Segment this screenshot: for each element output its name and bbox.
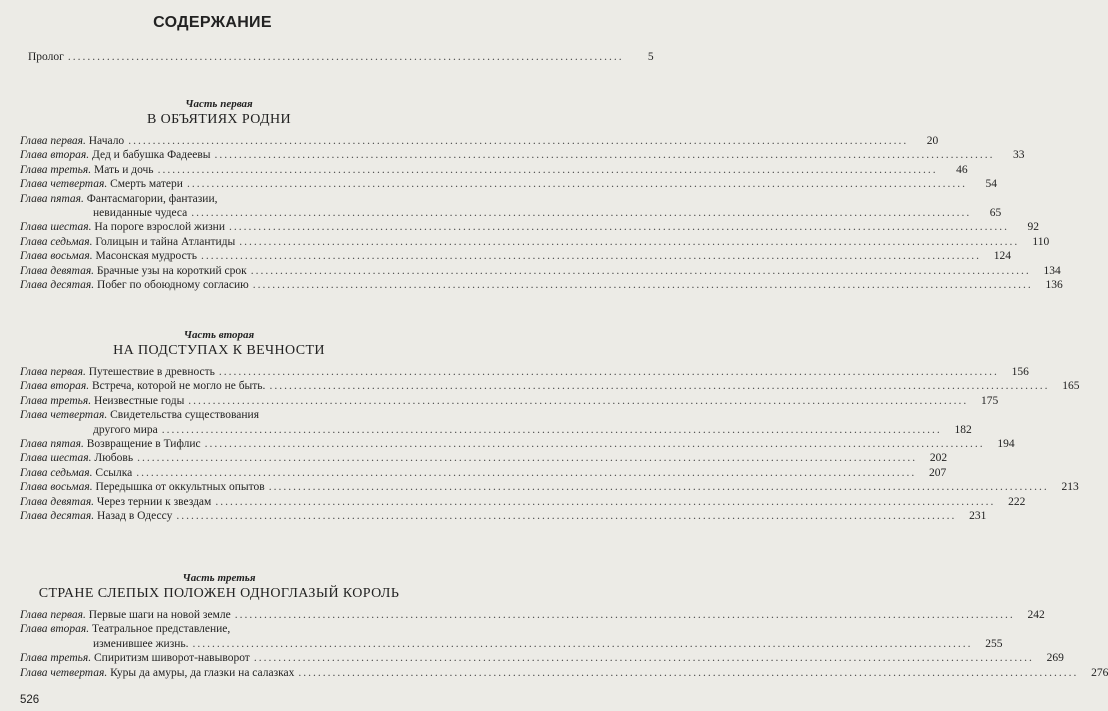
chapter-heading (20, 220, 225, 234)
toc-row (20, 480, 1079, 494)
toc-row (20, 495, 1026, 509)
chapter-number: Глава первая. (20, 609, 86, 621)
leader-dots: ................................................................................................................................................................ (218, 366, 999, 378)
chapter-number: Глава третья. (20, 163, 92, 176)
chapter-heading (20, 249, 197, 263)
part-title: СТРАНЕ СЛЕПЫХ ПОЛОЖЕН ОДНОГЛАЗЫЙ КОРОЛЬ (38, 586, 400, 601)
chapter-heading (20, 163, 154, 177)
chapter-number: Глава десятая. (20, 279, 95, 292)
chapter-heading (20, 451, 133, 465)
page-number: 156 (1011, 366, 1029, 378)
chapter-title: Смерть матери (110, 178, 183, 191)
chapter-number: Глава девятая. (20, 264, 95, 277)
page-number: 136 (1045, 279, 1063, 292)
chapter-title: Передышка от оккультных опытов (95, 481, 265, 494)
page-number: 110 (1032, 235, 1050, 248)
chapter-number: Глава девятая. (20, 495, 95, 508)
page-number: 182 (954, 423, 972, 436)
part-section (20, 328, 1080, 523)
leader-dots: ................................................................................................................................................................ (161, 423, 942, 436)
chapter-heading (20, 466, 132, 480)
chapter-number: Глава шестая. (20, 452, 92, 465)
page-number: 194 (997, 438, 1015, 451)
chapter-title: Брачные узы на короткий срок (96, 264, 247, 277)
part-section (20, 571, 1108, 680)
chapter-heading (20, 134, 124, 148)
chapter-number: Глава четвертая. (20, 666, 108, 679)
page-number: 255 (985, 637, 1003, 650)
chapter-title: Масонская мудрость (95, 250, 197, 263)
page-number: 213 (1061, 481, 1079, 494)
toc-row (20, 622, 418, 636)
chapter-number: Глава восьмая. (20, 481, 93, 494)
chapter-heading (20, 437, 201, 451)
toc-row (20, 177, 997, 191)
chapter-heading (20, 480, 265, 494)
toc-row-continuation (20, 637, 1003, 651)
chapter-number: Глава первая. (20, 135, 86, 147)
part-title: В ОБЪЯТИЯХ РОДНИ (147, 112, 291, 127)
chapter-heading (20, 394, 184, 408)
page-number: 65 (989, 207, 1002, 220)
chapter-title: Первые шаги на новой земле (88, 609, 231, 621)
toc-row (20, 509, 987, 523)
chapter-heading (20, 235, 235, 249)
chapter-number: Глава десятая. (20, 510, 95, 523)
toc-row (20, 437, 1015, 451)
leader-dots: ................................................................................................................................................................ (269, 380, 1050, 393)
toc-row (20, 651, 1064, 665)
toc-row (20, 264, 1061, 278)
page-number: 276 (1091, 666, 1108, 679)
chapter-title: Спиритизм шиворот-навыворот (94, 652, 250, 665)
chapter-heading (20, 177, 183, 191)
chapter-title-continuation: невиданные чудеса (93, 207, 188, 220)
chapter-title: Неизвестные годы (94, 394, 185, 407)
toc-row-continuation (20, 206, 1002, 220)
part-title: НА ПОДСТУПАХ К ВЕЧНОСТИ (113, 343, 325, 358)
chapter-heading (20, 651, 250, 665)
toc-row (20, 220, 1039, 234)
page-number: 202 (929, 452, 948, 465)
chapter-number: Глава вторая. (20, 623, 90, 636)
page-number: 165 (1062, 380, 1080, 393)
chapter-title: Любовь (94, 452, 134, 465)
chapter-number: Глава восьмая. (20, 250, 93, 263)
page-number: 54 (985, 178, 997, 191)
toc-row (20, 466, 947, 480)
chapter-number: Глава седьмая. (20, 466, 93, 479)
chapter-number: Глава первая. (20, 366, 86, 378)
toc-row (20, 394, 999, 408)
page-title: СОДЕРЖАНИЕ (153, 14, 272, 31)
leader-dots: ................................................................................................................................................................ (176, 510, 957, 523)
chapter-number: Глава третья. (20, 394, 92, 407)
chapter-heading (20, 509, 172, 523)
chapter-title: Начало (88, 135, 125, 147)
toc-row (20, 235, 1050, 249)
chapter-title: Куры да амуры, да глазки на салазках (110, 666, 295, 679)
leader-dots: ................................................................................................................................................................ (252, 279, 1033, 292)
part-label: Часть первая (185, 98, 253, 110)
part-label: Часть третья (182, 572, 256, 584)
toc-row (20, 451, 948, 465)
chapter-number: Глава седьмая. (20, 235, 93, 248)
chapter-number: Глава четвертая. (20, 178, 108, 191)
chapter-heading (20, 495, 211, 509)
page-number: 5 (647, 51, 654, 63)
leader-dots: ................................................................................................................................................................ (128, 135, 909, 147)
toc-row (20, 365, 1029, 379)
chapter-title: Фантасмагории, фантазии, (86, 192, 218, 205)
chapter-number: Глава пятая. (20, 438, 84, 451)
leader-dots: ................................................................................................................................................................ (239, 235, 1020, 248)
chapter-number: Глава третья. (20, 652, 92, 665)
prolog-entry (28, 50, 654, 64)
chapter-title: Ссылка (95, 466, 133, 479)
chapter-number: Глава четвертая. (20, 409, 108, 422)
toc-row (20, 379, 1080, 393)
leader-dots: ................................................................................................................................................................ (157, 163, 938, 176)
page-number: 134 (1043, 264, 1061, 277)
page-number: 175 (981, 394, 999, 407)
chapter-heading (20, 666, 294, 680)
leader-dots: ................................................................................................................................................................ (268, 481, 1049, 494)
leader-dots: ................................................................................................................................................................ (298, 666, 1079, 679)
page-number: 231 (969, 510, 987, 523)
prolog-label: Пролог (28, 51, 64, 63)
chapter-title-continuation: изменившее жизнь. (93, 637, 189, 650)
chapter-heading (20, 365, 215, 379)
page-number: 20 (926, 135, 939, 147)
chapter-title: Встреча, которой не могло не быть. (92, 380, 266, 393)
page-number: 207 (929, 466, 947, 479)
chapter-heading (20, 148, 210, 162)
leader-dots: ................................................................................................................................................................ (188, 394, 969, 407)
chapter-title: Театральное представление, (92, 623, 231, 636)
chapter-title: Дед и бабушка Фадеевы (92, 149, 211, 162)
chapter-heading (20, 278, 249, 292)
leader-dots: .................................................................................................................. (67, 51, 624, 63)
chapter-title: Мать и дочь (94, 163, 154, 176)
leader-dots: ................................................................................................................................................................ (204, 438, 985, 451)
chapter-number: Глава вторая. (20, 380, 90, 393)
chapter-heading (20, 622, 230, 636)
toc-row (20, 666, 1108, 680)
leader-dots: ................................................................................................................................................................ (234, 609, 1015, 621)
page-number: 222 (1008, 495, 1026, 508)
chapter-title: Свидетельства существования (110, 409, 259, 422)
part-section (20, 97, 1063, 292)
leader-dots: ................................................................................................................................................................ (200, 250, 981, 263)
chapter-title: Возвращение в Тифлис (86, 438, 201, 451)
chapter-title: На пороге взрослой жизни (94, 221, 225, 234)
chapter-title: Побег по обоюдному согласию (97, 279, 249, 292)
page-number: 124 (993, 250, 1011, 263)
chapter-title: Через тернии к звездам (96, 495, 212, 508)
toc-row (20, 408, 418, 422)
page-number: 33 (1012, 149, 1025, 162)
chapter-title: Путешествие в древность (88, 366, 215, 378)
chapter-title: Голицын и тайна Атлантиды (95, 235, 236, 248)
leader-dots: ................................................................................................................................................................ (228, 221, 1009, 234)
leader-dots: ................................................................................................................................................................ (186, 178, 967, 191)
leader-dots: ................................................................................................................................................................ (136, 466, 917, 479)
leader-dots: ................................................................................................................................................................ (137, 452, 918, 465)
toc-row (20, 249, 1011, 263)
leader-dots: ................................................................................................................................................................ (191, 207, 972, 220)
chapter-heading (20, 379, 265, 393)
toc-row (28, 50, 654, 64)
chapter-heading (20, 192, 217, 206)
leader-dots: ................................................................................................................................................................ (253, 652, 1034, 665)
chapter-number: Глава вторая. (20, 149, 90, 162)
chapter-number: Глава пятая. (20, 192, 84, 205)
leader-dots: ................................................................................................................................................................ (192, 637, 973, 650)
toc-row (20, 192, 418, 206)
chapter-heading (20, 608, 231, 622)
page-number: 46 (956, 163, 968, 176)
page-number: 242 (1027, 609, 1045, 621)
toc-row (20, 278, 1063, 292)
toc-row-continuation (20, 423, 972, 437)
chapter-number: Глава шестая. (20, 221, 92, 234)
folio-number: 526 (20, 694, 40, 706)
toc-row (20, 163, 968, 177)
leader-dots: ................................................................................................................................................................ (215, 495, 996, 508)
page-number: 92 (1027, 221, 1039, 234)
leader-dots: ................................................................................................................................................................ (250, 264, 1031, 277)
chapter-title: Назад в Одессу (97, 510, 173, 523)
leader-dots: ................................................................................................................................................................ (214, 149, 995, 162)
page-number: 269 (1046, 652, 1064, 665)
part-label: Часть вторая (183, 329, 255, 341)
toc-row (20, 608, 1045, 622)
toc-row (20, 134, 939, 148)
toc-row (20, 148, 1025, 162)
chapter-title-continuation: другого мира (93, 423, 158, 436)
chapter-heading (20, 408, 259, 422)
chapter-heading (20, 264, 247, 278)
